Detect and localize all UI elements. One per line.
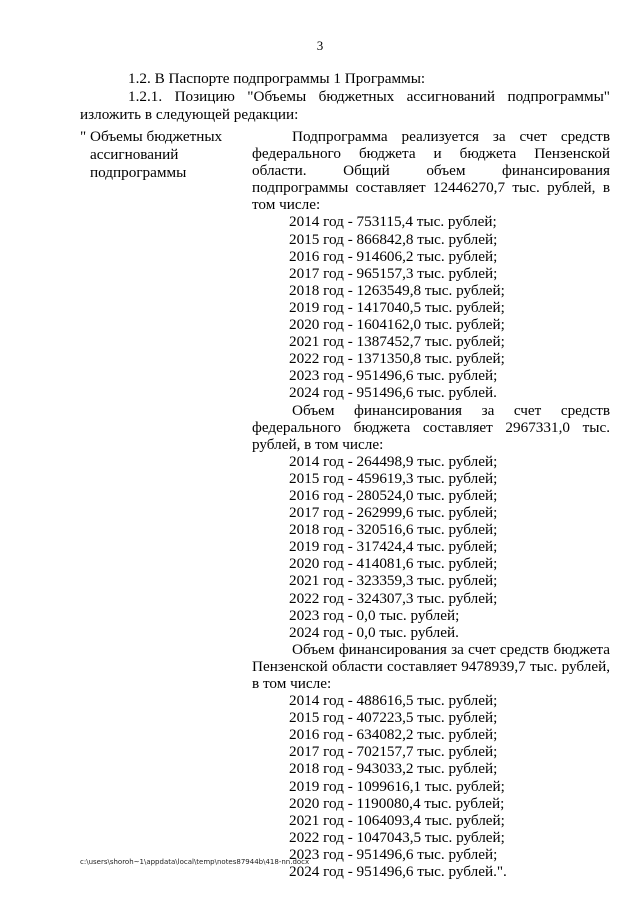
year-funding-line: 2015 год - 459619,3 тыс. рублей; xyxy=(289,469,498,487)
federal-funding-years xyxy=(252,453,610,641)
year-funding-line: 2020 год - 1604162,0 тыс. рублей; xyxy=(289,316,505,334)
year-funding-line: 2018 год - 943033,2 тыс. рублей; xyxy=(289,760,498,778)
year-funding-line: 2017 год - 965157,3 тыс. рублей; xyxy=(289,264,498,282)
file-path-footer: c:\users\shoroh~1\appdata\local\temp\notes87944b\418-nn.docx xyxy=(80,858,310,866)
position-content xyxy=(252,128,610,880)
year-funding-line: 2023 год - 951496,6 тыс. рублей; xyxy=(289,367,498,385)
regional-funding-paragraph: Объем финансирования за счет средств бюджета Пензенской области составляет 9478939,7 тыс. рублей, в том числе: xyxy=(252,640,610,692)
regional-funding-years xyxy=(252,692,610,880)
year-funding-line: 2014 год - 753115,4 тыс. рублей; xyxy=(289,213,497,231)
year-funding-line: 2022 год - 1047043,5 тыс. рублей; xyxy=(289,828,505,846)
year-funding-line: 2021 год - 1064093,4 тыс. рублей; xyxy=(289,811,505,829)
year-funding-line: 2022 год - 1371350,8 тыс. рублей; xyxy=(289,350,505,368)
position-label: Объемы бюджетных ассигнований подпрограммы xyxy=(90,128,223,181)
federal-funding-paragraph: Объем финансирования за счет средств федерального бюджета составляет 2967331,0 тыс. рублей, в том числе: xyxy=(252,401,610,453)
year-funding-line: 2016 год - 634082,2 тыс. рублей; xyxy=(289,726,498,744)
year-funding-line: 2017 год - 702157,7 тыс. рублей; xyxy=(289,743,498,761)
year-funding-line: 2021 год - 323359,3 тыс. рублей; xyxy=(289,572,498,590)
section-heading-1-2: 1.2. В Паспорте подпрограммы 1 Программы: xyxy=(128,70,426,87)
year-funding-line: 2014 год - 488616,5 тыс. рублей; xyxy=(289,692,498,710)
year-funding-line: 2019 год - 317424,4 тыс. рублей; xyxy=(289,538,498,556)
section-heading-1-2-1: 1.2.1. Позицию "Объемы бюджетных ассигнований подпрограммы" изложить в следующей редакции: xyxy=(80,88,610,123)
year-funding-line: 2021 год - 1387452,7 тыс. рублей; xyxy=(289,333,505,351)
year-funding-line: 2016 год - 914606,2 тыс. рублей; xyxy=(289,247,498,265)
year-funding-line: 2020 год - 414081,6 тыс. рублей; xyxy=(289,555,498,573)
year-funding-line: 2014 год - 264498,9 тыс. рублей; xyxy=(289,452,498,470)
year-funding-line: 2018 год - 1263549,8 тыс. рублей; xyxy=(289,281,505,299)
year-funding-line: 2023 год - 951496,6 тыс. рублей; xyxy=(289,845,498,863)
year-funding-line: 2024 год - 951496,6 тыс. рублей. xyxy=(289,384,497,402)
year-funding-line: 2024 год - 0,0 тыс. рублей. xyxy=(289,623,459,641)
year-funding-line: 2015 год - 866842,8 тыс. рублей; xyxy=(289,230,498,248)
total-funding-years xyxy=(252,213,610,401)
year-funding-line: 2022 год - 324307,3 тыс. рублей; xyxy=(289,589,498,607)
year-funding-line: 2023 год - 0,0 тыс. рублей; xyxy=(289,606,460,624)
year-funding-line: 2019 год - 1099616,1 тыс. рублей; xyxy=(289,777,505,795)
year-funding-line: 2017 год - 262999,6 тыс. рублей; xyxy=(289,504,498,522)
year-funding-line: 2016 год - 280524,0 тыс. рублей; xyxy=(289,486,498,504)
page-number: 3 xyxy=(316,38,324,53)
year-funding-line: 2020 год - 1190080,4 тыс. рублей; xyxy=(289,794,505,812)
opening-quote: " xyxy=(80,128,87,145)
total-funding-paragraph: Подпрограмма реализуется за счет средств федерального бюджета и бюджета Пензенской области. Общий объем финансирования подпрограммы составляет 12446270,7 тыс. рублей, в том числе: xyxy=(252,128,610,214)
year-funding-line: 2024 год - 951496,6 тыс. рублей.". xyxy=(289,863,507,881)
year-funding-line: 2019 год - 1417040,5 тыс. рублей; xyxy=(289,298,505,316)
year-funding-line: 2015 год - 407223,5 тыс. рублей; xyxy=(289,709,498,727)
year-funding-line: 2018 год - 320516,6 тыс. рублей; xyxy=(289,521,498,539)
